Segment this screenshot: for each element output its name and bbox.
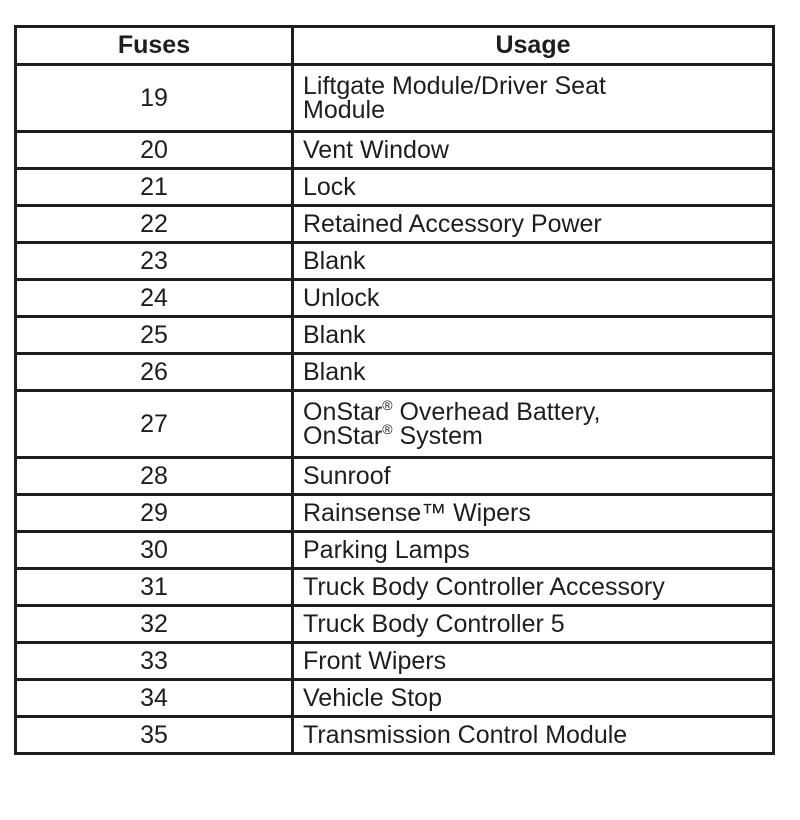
table-row [16, 717, 774, 754]
table-header-row [16, 27, 774, 65]
fuse-usage-cell: Front Wipers [293, 643, 774, 680]
table-body [16, 65, 774, 754]
table-row [16, 65, 774, 132]
fuse-number-cell: 25 [16, 317, 293, 354]
fuse-usage-cell: OnStar® Overhead Battery, OnStar® System [293, 391, 774, 458]
table-row [16, 680, 774, 717]
fuse-number-cell: 23 [16, 243, 293, 280]
fuse-number-cell: 29 [16, 495, 293, 532]
table-row [16, 317, 774, 354]
fuse-usage-cell: Vehicle Stop [293, 680, 774, 717]
fuse-usage-cell: Truck Body Controller Accessory [293, 569, 774, 606]
fuse-number-cell: 22 [16, 206, 293, 243]
fuse-number-cell: 20 [16, 132, 293, 169]
table-row [16, 206, 774, 243]
fuse-number-cell: 28 [16, 458, 293, 495]
fuse-number-cell: 32 [16, 606, 293, 643]
column-header-usage: Usage [293, 27, 774, 65]
fuse-usage-cell: Blank [293, 354, 774, 391]
table-row [16, 458, 774, 495]
fuse-usage-cell: Transmission Control Module [293, 717, 774, 754]
fuse-usage-cell: Rainsense™ Wipers [293, 495, 774, 532]
fuse-usage-cell: Liftgate Module/Driver Seat Module [293, 65, 774, 132]
table-row [16, 169, 774, 206]
table-row [16, 532, 774, 569]
fuse-usage-cell: Lock [293, 169, 774, 206]
table-row [16, 132, 774, 169]
fuse-number-cell: 21 [16, 169, 293, 206]
registered-trademark-mark: ® [382, 421, 393, 437]
table-row [16, 243, 774, 280]
fuse-number-cell: 24 [16, 280, 293, 317]
table-row [16, 391, 774, 458]
fuse-usage-cell: Truck Body Controller 5 [293, 606, 774, 643]
fuse-usage-cell: Parking Lamps [293, 532, 774, 569]
fuse-usage-cell: Blank [293, 317, 774, 354]
fuse-number-cell: 26 [16, 354, 293, 391]
fuse-usage-cell: Unlock [293, 280, 774, 317]
table-row [16, 569, 774, 606]
table-row [16, 606, 774, 643]
fuse-usage-table-container [14, 25, 772, 755]
fuse-number-cell: 19 [16, 65, 293, 132]
table-row [16, 354, 774, 391]
fuse-usage-table [14, 25, 775, 755]
table-row [16, 495, 774, 532]
fuse-usage-cell: Retained Accessory Power [293, 206, 774, 243]
fuse-number-cell: 30 [16, 532, 293, 569]
fuse-usage-cell: Blank [293, 243, 774, 280]
fuse-number-cell: 27 [16, 391, 293, 458]
fuse-number-cell: 35 [16, 717, 293, 754]
fuse-number-cell: 34 [16, 680, 293, 717]
table-row [16, 643, 774, 680]
fuse-usage-cell: Vent Window [293, 132, 774, 169]
table-row [16, 280, 774, 317]
column-header-fuses: Fuses [16, 27, 293, 65]
fuse-usage-cell: Sunroof [293, 458, 774, 495]
fuse-number-cell: 31 [16, 569, 293, 606]
fuse-number-cell: 33 [16, 643, 293, 680]
registered-trademark-mark: ® [382, 397, 393, 413]
